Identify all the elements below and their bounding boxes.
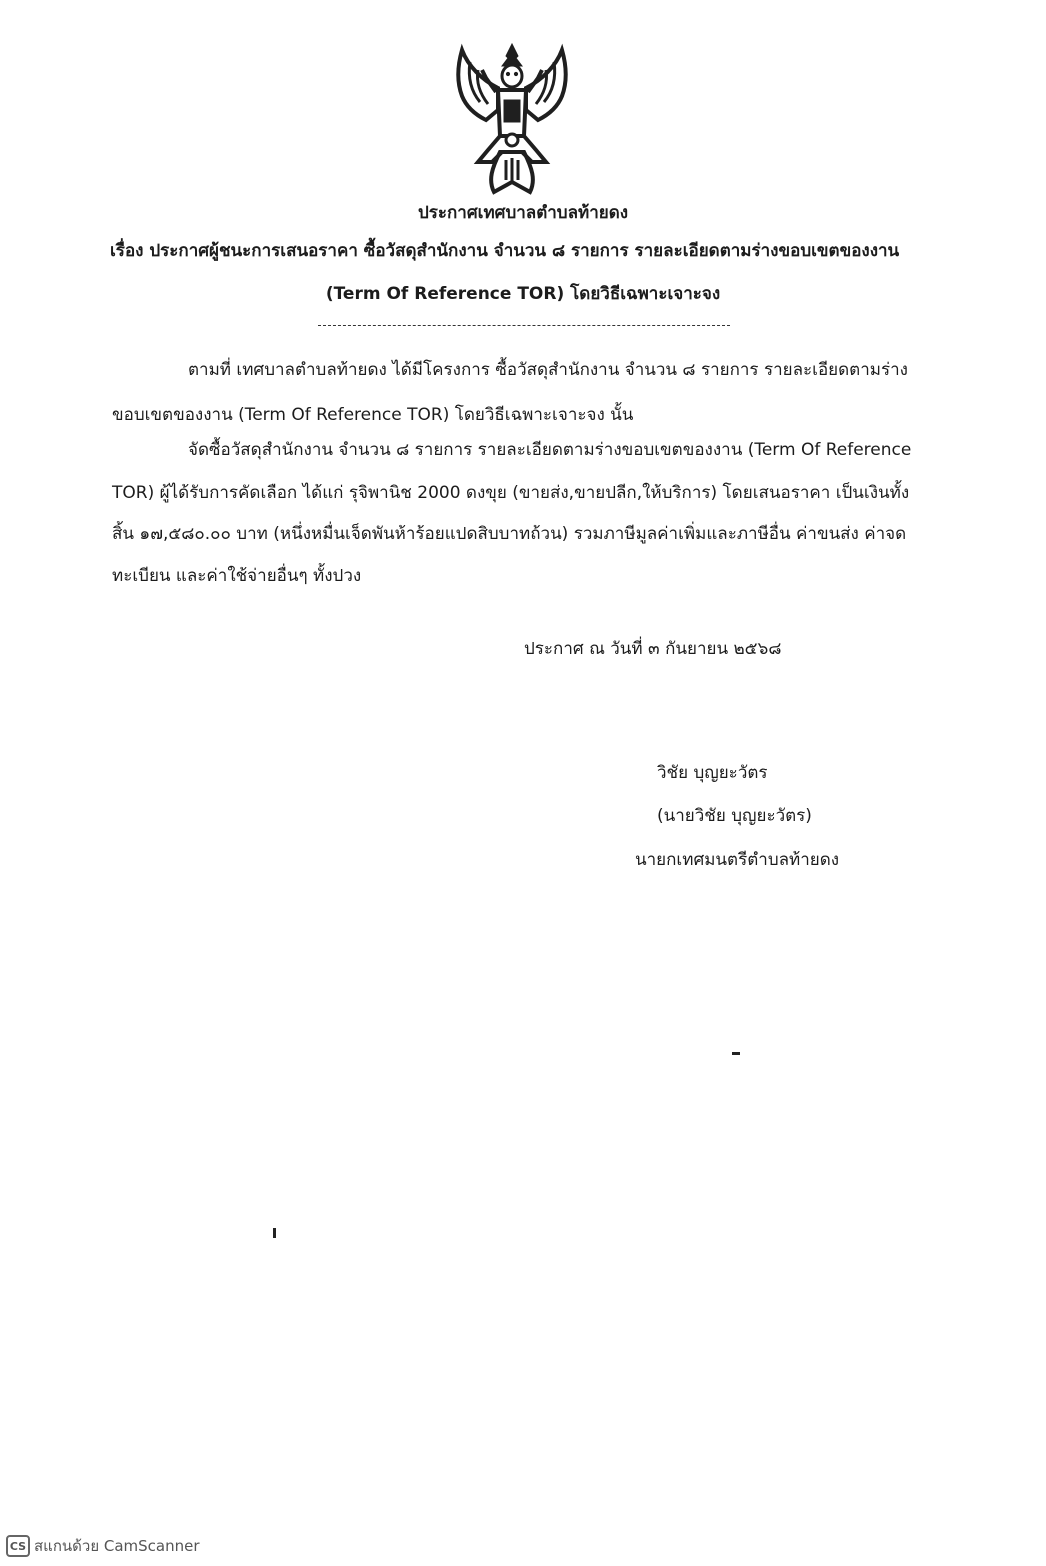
paragraph-2-line-1: จัดซื้อวัสดุสำนักงาน จำนวน ๘ รายการ รายละเอียดตามร่างขอบเขตของงาน (Term Of Reference [188, 440, 912, 460]
paragraph-2-line-2: TOR) ผู้ได้รับการคัดเลือก ได้แก่ รุจิพานิช 2000 ดงขุย (ขายส่ง,ขายปลีก,ให้บริการ) โดยเสนอราคา เป็นเงินทั้ง [112, 483, 910, 503]
scanner-watermark [6, 1533, 200, 1559]
subject-line-2: (Term Of Reference TOR) โดยวิธีเฉพาะเจาะจง [325, 284, 721, 304]
divider [318, 325, 730, 326]
document-title: ประกาศเทศบาลตำบลท้ายดง [417, 203, 629, 223]
paragraph-2-line-3: สิ้น ๑๗,๕๘๐.๐๐ บาท (หนึ่งหมื่นเจ็ดพันห้าร้อยแปดสิบบาทถ้วน) รวมภาษีมูลค่าเพิ่มและภาษีอื่น ค่าขนส่ง ค่าจด [112, 524, 907, 544]
signature-name: วิชัย บุญยะวัตร [657, 763, 768, 783]
camscanner-logo-icon: CS [6, 1535, 30, 1557]
scan-speck [273, 1228, 276, 1238]
signatory-printed-name: (นายวิชัย บุญยะวัตร) [657, 806, 812, 826]
scanner-text: สแกนด้วย CamScanner [34, 1537, 200, 1555]
subject-line-1: เรื่อง ประกาศผู้ชนะการเสนอราคา ซื้อวัสดุสำนักงาน จำนวน ๘ รายการ รายละเอียดตามร่างขอบเขตของงาน [110, 241, 900, 261]
paragraph-2-line-4: ทะเบียน และค่าใช้จ่ายอื่นๆ ทั้งปวง [112, 566, 362, 586]
paragraph-1-line-2: ขอบเขตของงาน (Term Of Reference TOR) โดยวิธีเฉพาะเจาะจง นั้น [112, 405, 634, 425]
announcement-date: ประกาศ ณ วันที่ ๓ กันยายน ๒๕๖๘ [524, 639, 782, 659]
garuda-emblem-icon [448, 40, 576, 196]
scan-speck [732, 1052, 740, 1055]
paragraph-1-line-1: ตามที่ เทศบาลตำบลท้ายดง ได้มีโครงการ ซื้อวัสดุสำนักงาน จำนวน ๘ รายการ รายละเอียดตามร่าง [188, 360, 908, 380]
signatory-position: นายกเทศมนตรีตำบลท้ายดง [635, 850, 840, 870]
